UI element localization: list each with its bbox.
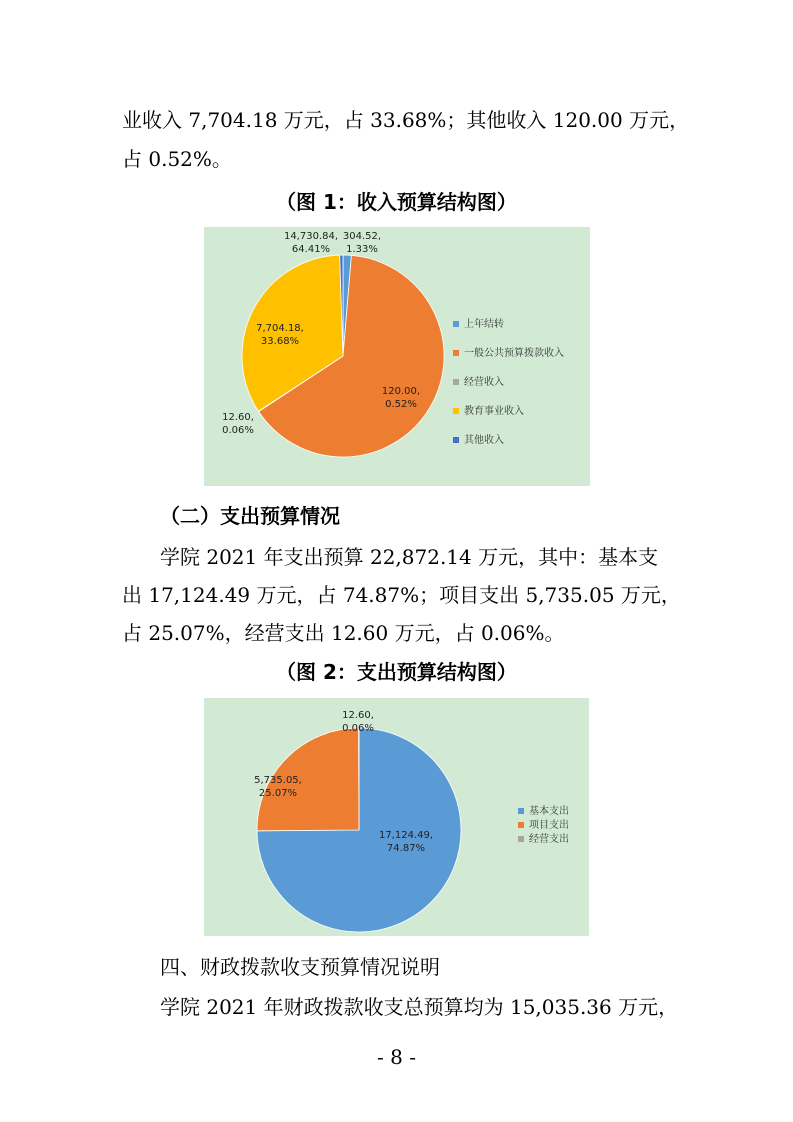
data-label-2: 12.60, 0.06%	[222, 412, 254, 436]
expenditure-pie-chart	[204, 698, 589, 936]
data-label-3: 7,704.18, 33.68%	[256, 323, 304, 347]
legend-swatch-0	[518, 808, 524, 814]
figure-1-caption: （图 1：收入预算结构图）	[276, 190, 517, 214]
data-label-1: 5,735.05, 25.07%	[254, 775, 302, 799]
legend-swatch-3	[453, 408, 459, 414]
legend-swatch-4	[453, 437, 459, 443]
data-label-2: 12.60, 0.06%	[342, 710, 374, 734]
page-number: - 8 -	[377, 1045, 416, 1069]
legend-swatch-2	[453, 379, 459, 385]
legend-label-2: 经营收入	[464, 377, 504, 388]
paragraph-line: 占 25.07%，经营支出 12.60 万元，占 0.06%。	[122, 621, 565, 645]
legend-swatch-0	[453, 321, 459, 327]
section-heading-expenditure: （二）支出预算情况	[160, 504, 340, 528]
paragraph-line: 占 0.52%。	[122, 147, 232, 171]
legend-label-4: 其他收入	[464, 435, 504, 446]
legend-swatch-1	[518, 822, 524, 828]
legend-label-1: 一般公共预算拨款收入	[464, 348, 564, 359]
legend-label-1: 项目支出	[529, 820, 569, 831]
income-chart-container	[204, 227, 590, 486]
legend-label-0: 基本支出	[529, 806, 569, 817]
legend-label-2: 经营支出	[529, 834, 569, 845]
data-label-4: 120.00, 0.52%	[381, 386, 421, 410]
data-label-0: 304.52, 1.33%	[342, 231, 382, 255]
figure-2-caption: （图 2：支出预算结构图）	[276, 660, 517, 684]
income-pie-chart	[204, 227, 590, 486]
legend-label-0: 上年结转	[464, 319, 504, 330]
data-label-0: 17,124.49, 74.87%	[378, 830, 434, 854]
legend-swatch-2	[518, 836, 524, 842]
paragraph-line: 学院 2021 年支出预算 22,872.14 万元，其中：基本支	[160, 545, 659, 569]
legend-label-3: 教育事业收入	[464, 406, 524, 417]
legend-swatch-1	[453, 350, 459, 356]
section-heading-fiscal: 四、财政拨款收支预算情况说明	[160, 955, 440, 979]
data-label-1: 14,730.84, 64.41%	[283, 231, 339, 255]
paragraph-line: 出 17,124.49 万元，占 74.87%；项目支出 5,735.05 万元，	[122, 583, 681, 607]
paragraph-line: 业收入 7,704.18 万元，占 33.68%；其他收入 120.00 万元，	[122, 108, 690, 132]
expenditure-chart-container	[204, 698, 589, 936]
paragraph-line: 学院 2021 年财政拨款收支总预算均为 15,035.36 万元，	[160, 995, 679, 1019]
